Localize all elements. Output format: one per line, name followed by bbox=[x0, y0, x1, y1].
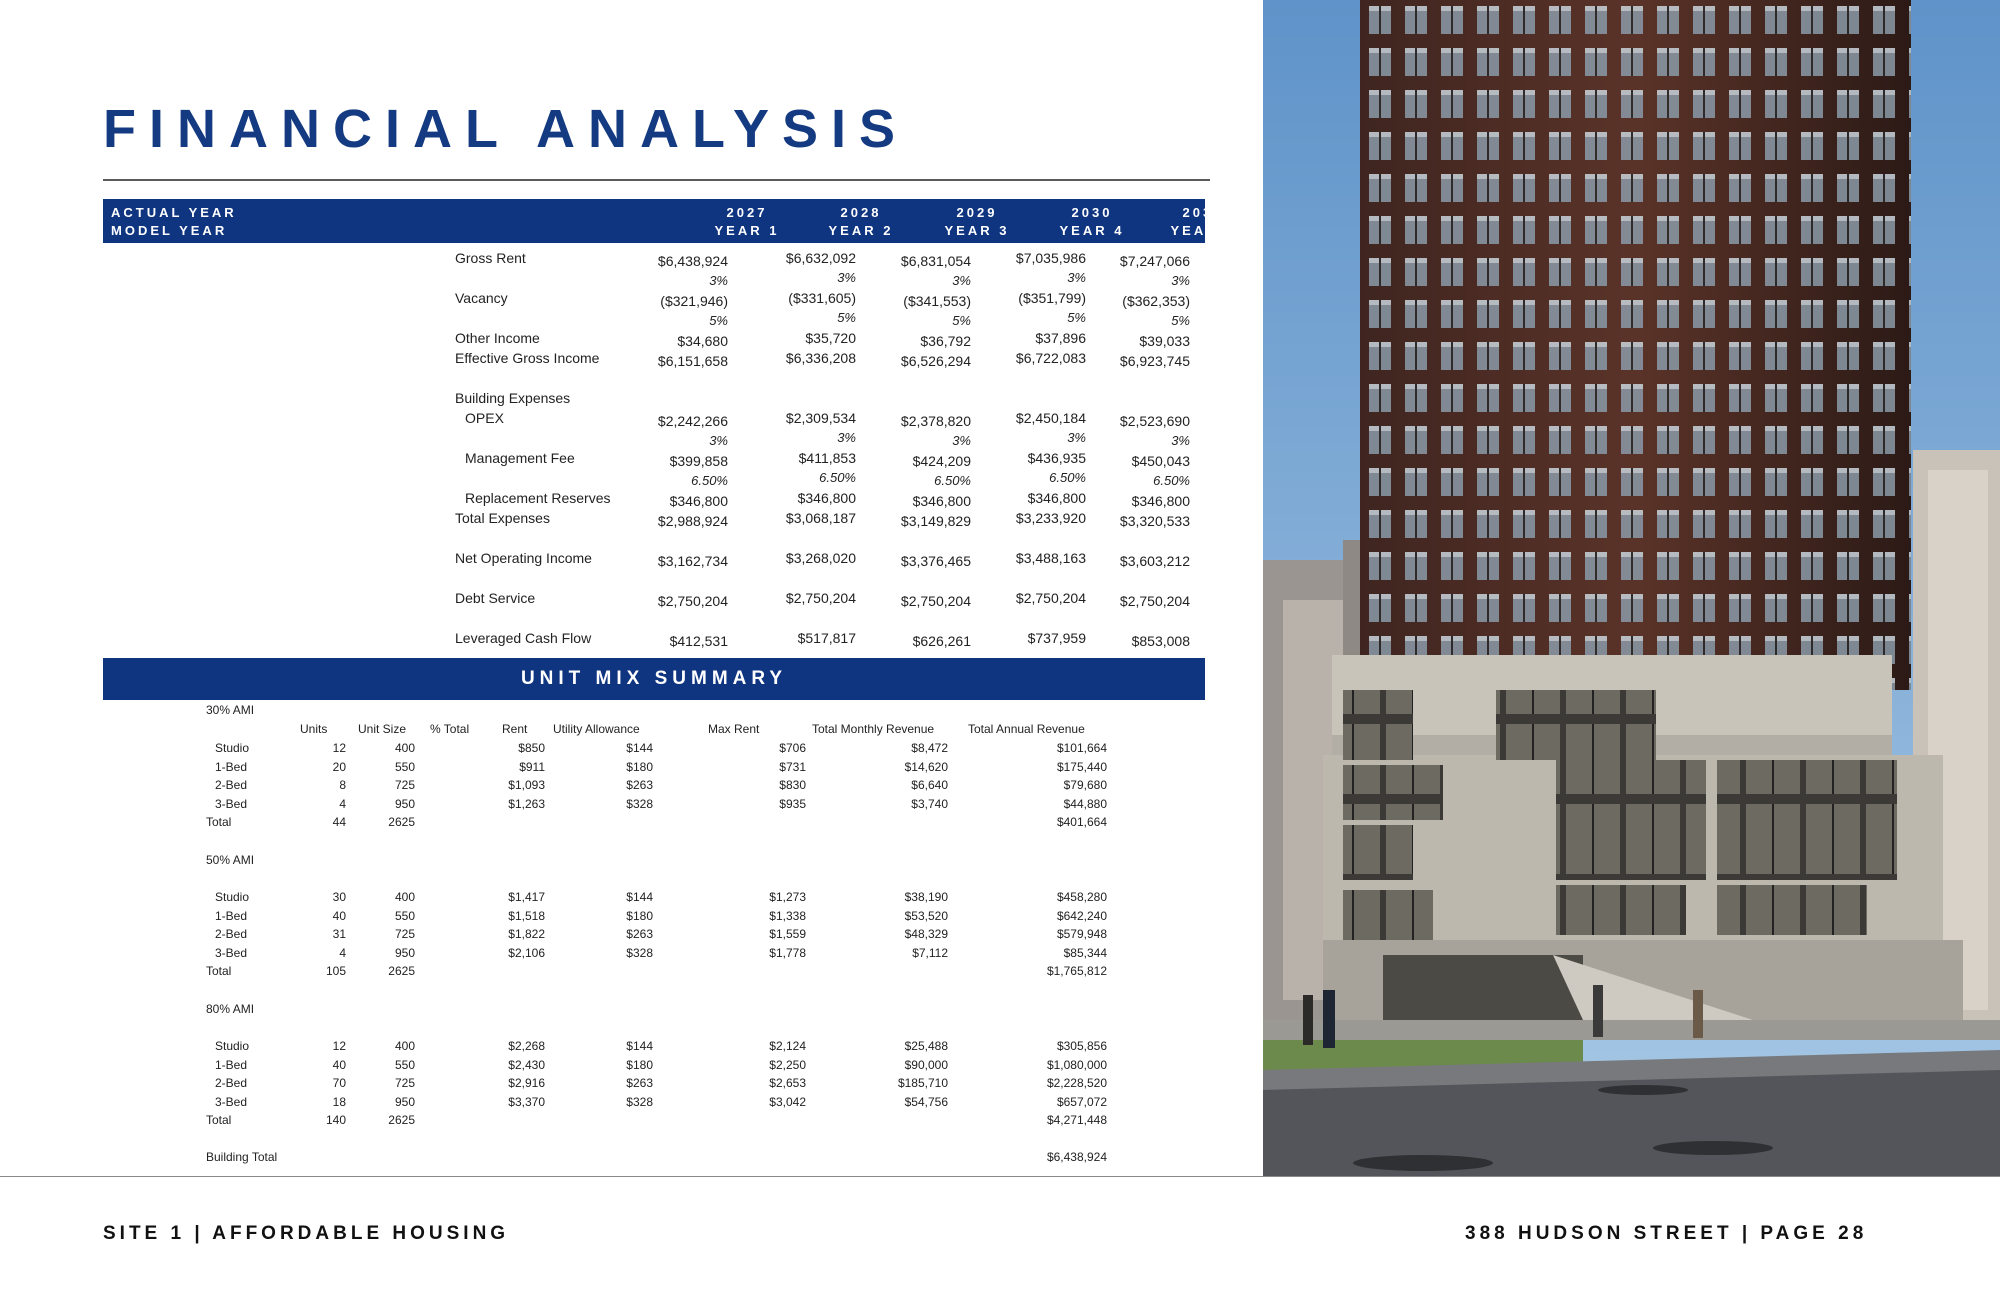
unit-type: 1-Bed bbox=[215, 759, 248, 774]
proforma-value: ($351,799) bbox=[1018, 290, 1086, 306]
unit-mix-cell: $25,488 bbox=[904, 1039, 948, 1053]
proforma-value: $2,750,204 bbox=[785, 590, 856, 606]
proforma-value: $6,722,083 bbox=[1015, 350, 1086, 366]
proforma-value: ($331,605) bbox=[788, 290, 856, 306]
unit-mix-column-header: Utility Allowance bbox=[553, 722, 640, 736]
proforma-row-label: Vacancy bbox=[455, 290, 508, 306]
unit-mix-cell: $48,329 bbox=[904, 927, 948, 941]
actual-year-label: ACTUAL YEAR bbox=[111, 205, 237, 220]
unit-type: Studio bbox=[215, 1039, 250, 1053]
building-rendering bbox=[1263, 0, 2000, 1176]
proforma-row-label: OPEX bbox=[465, 410, 504, 426]
proforma-value: ($321,946) bbox=[660, 293, 728, 309]
unit-type: 2-Bed bbox=[215, 927, 248, 941]
unit-mix-cell: $185,710 bbox=[897, 1076, 948, 1090]
proforma-value: $6,526,294 bbox=[900, 353, 971, 369]
unit-mix-cell: $263 bbox=[626, 1076, 653, 1090]
unit-mix-cell: 8 bbox=[339, 778, 346, 792]
unit-type: 2-Bed bbox=[215, 778, 248, 792]
proforma-row-label: Gross Rent bbox=[455, 250, 526, 266]
proforma-value: $626,261 bbox=[912, 633, 971, 649]
proforma-value: $6,632,092 bbox=[785, 250, 856, 266]
proforma-value: $2,750,204 bbox=[1119, 593, 1190, 609]
unit-mix-cell: 31 bbox=[332, 927, 346, 941]
proforma-value: $411,853 bbox=[798, 450, 856, 466]
unit-mix-cell: $2,653 bbox=[769, 1076, 806, 1090]
unit-mix-cell: 20 bbox=[332, 759, 346, 774]
proforma-row-label: Net Operating Income bbox=[455, 550, 592, 566]
unit-mix-column-header: Units bbox=[300, 722, 328, 736]
unit-type: 1-Bed bbox=[215, 908, 248, 923]
proforma-growth-rate: 5% bbox=[1067, 310, 1086, 325]
proforma-value: $3,603,212 bbox=[1119, 553, 1190, 569]
unit-mix-cell: 40 bbox=[332, 1057, 346, 1072]
proforma-row-label: Other Income bbox=[455, 330, 540, 346]
group-total-annual: $4,271,448 bbox=[1046, 1113, 1107, 1127]
model-year-value: YEAR 2 bbox=[828, 223, 894, 238]
unit-mix-cell: $2,124 bbox=[769, 1039, 806, 1053]
proforma-value: $2,242,266 bbox=[657, 413, 728, 429]
proforma-value: $346,800 bbox=[912, 493, 971, 509]
actual-year-value: 2029 bbox=[956, 205, 998, 220]
model-year-value: YEAR 4 bbox=[1059, 223, 1125, 238]
unit-mix-column-header: % Total bbox=[430, 722, 470, 736]
actual-year-value: 2028 bbox=[840, 205, 882, 220]
proforma-value: $3,268,020 bbox=[785, 550, 856, 566]
proforma-growth-rate: 6.50% bbox=[1153, 473, 1190, 488]
actual-year-value: 2031 bbox=[1182, 205, 1224, 220]
unit-mix-cell: 950 bbox=[394, 796, 415, 811]
proforma-value: $35,720 bbox=[805, 330, 856, 346]
unit-type: 3-Bed bbox=[215, 796, 248, 811]
proforma-growth-rate: 3% bbox=[952, 273, 971, 288]
group-total-annual: $1,765,812 bbox=[1046, 964, 1107, 978]
group-total-size: 2625 bbox=[388, 964, 415, 978]
unit-mix-cell: $1,778 bbox=[769, 945, 806, 960]
unit-type: 1-Bed bbox=[215, 1057, 248, 1072]
proforma-value: $737,959 bbox=[1027, 630, 1086, 646]
proforma-row-label: Leveraged Cash Flow bbox=[455, 630, 592, 646]
unit-mix-cell: $328 bbox=[626, 945, 653, 960]
proforma-row-label: Effective Gross Income bbox=[455, 350, 600, 366]
unit-mix-cell: 40 bbox=[332, 908, 346, 923]
page-title: FINANCIAL ANALYSIS bbox=[103, 99, 909, 159]
proforma-row-label: Management Fee bbox=[465, 450, 575, 466]
unit-mix-cell: $1,417 bbox=[508, 890, 545, 904]
unit-mix-cell: $2,106 bbox=[508, 945, 545, 960]
group-total-units: 140 bbox=[325, 1113, 346, 1127]
proforma-value: $37,896 bbox=[1035, 330, 1086, 346]
unit-type: 3-Bed bbox=[215, 1094, 248, 1109]
unit-mix-column-header: Total Monthly Revenue bbox=[812, 722, 935, 736]
unit-mix-cell: 950 bbox=[394, 945, 415, 960]
unit-type: 2-Bed bbox=[215, 1076, 248, 1090]
unit-mix-cell: $642,240 bbox=[1056, 908, 1107, 923]
unit-mix-cell: $2,228,520 bbox=[1046, 1076, 1107, 1090]
unit-mix-cell: $144 bbox=[626, 890, 653, 904]
unit-mix-cell: $53,520 bbox=[904, 908, 948, 923]
unit-mix-cell: $579,948 bbox=[1056, 927, 1107, 941]
group-total-label: Total bbox=[206, 1113, 232, 1127]
unit-mix-column-header: Max Rent bbox=[708, 722, 760, 736]
unit-mix-cell: $328 bbox=[626, 796, 653, 811]
footer-left: SITE 1 | AFFORDABLE HOUSING bbox=[103, 1223, 510, 1244]
building-total-value: $6,438,924 bbox=[1046, 1150, 1107, 1164]
unit-mix-column-header: Rent bbox=[502, 722, 528, 736]
unit-mix-cell: $305,856 bbox=[1056, 1039, 1107, 1053]
proforma-growth-rate: 6.50% bbox=[934, 473, 971, 488]
unit-type: Studio bbox=[215, 890, 250, 904]
proforma-value: $2,523,690 bbox=[1119, 413, 1190, 429]
unit-mix-cell: $85,344 bbox=[1063, 945, 1107, 960]
unit-mix-cell: $2,430 bbox=[508, 1057, 545, 1072]
proforma-value: $3,149,829 bbox=[900, 513, 971, 529]
proforma-growth-rate: 3% bbox=[709, 433, 728, 448]
proforma-value: ($341,553) bbox=[903, 293, 971, 309]
proforma-growth-rate: 3% bbox=[709, 273, 728, 288]
unit-mix-cell: $180 bbox=[626, 908, 653, 923]
group-total-annual: $401,664 bbox=[1056, 815, 1107, 829]
proforma-value: $2,750,204 bbox=[657, 593, 728, 609]
proforma-value: $346,800 bbox=[797, 490, 856, 506]
unit-mix-cell: $830 bbox=[779, 778, 806, 792]
group-total-label: Total bbox=[206, 964, 232, 978]
proforma-row-label: Debt Service bbox=[455, 590, 536, 606]
unit-mix-cell: $180 bbox=[626, 759, 653, 774]
proforma-growth-rate: 3% bbox=[1171, 433, 1190, 448]
unit-mix-cell: $1,263 bbox=[508, 796, 545, 811]
model-year-label: MODEL YEAR bbox=[111, 223, 228, 238]
proforma-value: $6,438,924 bbox=[657, 253, 728, 269]
ami-group-label: 50% AMI bbox=[206, 853, 255, 867]
unit-mix-cell: $14,620 bbox=[904, 759, 948, 774]
proforma-value: $346,800 bbox=[1131, 493, 1190, 509]
unit-mix-cell: 550 bbox=[394, 759, 415, 774]
unit-mix-cell: $3,740 bbox=[911, 796, 948, 811]
group-total-size: 2625 bbox=[388, 1113, 415, 1127]
proforma-growth-rate: 5% bbox=[709, 313, 728, 328]
unit-mix-cell: $175,440 bbox=[1056, 759, 1107, 774]
unit-mix-cell: $731 bbox=[779, 759, 806, 774]
proforma-value: $853,008 bbox=[1131, 633, 1190, 649]
proforma-value: $34,680 bbox=[677, 333, 728, 349]
proforma-value: $7,247,066 bbox=[1119, 253, 1190, 269]
model-year-value: YEAR 5 bbox=[1170, 223, 1236, 238]
footer-divider bbox=[0, 1176, 2000, 1177]
proforma-value: $450,043 bbox=[1131, 453, 1190, 469]
proforma-value: $39,033 bbox=[1139, 333, 1190, 349]
proforma-value: $6,923,745 bbox=[1119, 353, 1190, 369]
unit-mix-column-header: Total Annual Revenue bbox=[968, 722, 1085, 736]
unit-mix-cell: 30 bbox=[332, 890, 346, 904]
proforma-header-bar bbox=[103, 199, 1236, 243]
unit-mix-cell: 400 bbox=[394, 1039, 415, 1053]
unit-mix-cell: $1,518 bbox=[508, 908, 545, 923]
proforma-value: ($362,353) bbox=[1122, 293, 1190, 309]
unit-mix-column-header: Unit Size bbox=[358, 722, 407, 736]
unit-mix-cell: $911 bbox=[519, 759, 545, 774]
group-total-label: Total bbox=[206, 815, 232, 829]
unit-mix-cell: $144 bbox=[626, 1039, 653, 1053]
model-year-value: YEAR 1 bbox=[714, 223, 780, 238]
proforma-value: $3,233,920 bbox=[1015, 510, 1086, 526]
unit-mix-cell: $38,190 bbox=[904, 890, 948, 904]
proforma-growth-rate: 3% bbox=[1067, 430, 1086, 445]
unit-mix-cell: $1,338 bbox=[769, 908, 806, 923]
unit-mix-cell: $1,822 bbox=[508, 927, 545, 941]
proforma-growth-rate: 5% bbox=[952, 313, 971, 328]
proforma-value: $346,800 bbox=[1027, 490, 1086, 506]
proforma-growth-rate: 3% bbox=[1067, 270, 1086, 285]
unit-mix-cell: $935 bbox=[779, 796, 806, 811]
actual-year-value: 2027 bbox=[726, 205, 768, 220]
proforma-row-labels bbox=[111, 204, 237, 240]
proforma-growth-rate: 6.50% bbox=[819, 470, 856, 485]
proforma-value: $2,750,204 bbox=[1015, 590, 1086, 606]
year-column-header bbox=[1037, 204, 1147, 240]
unit-mix-cell: 400 bbox=[394, 741, 415, 755]
proforma-value: $346,800 bbox=[669, 493, 728, 509]
proforma-value: $424,209 bbox=[912, 453, 971, 469]
unit-mix-cell: $1,273 bbox=[769, 890, 806, 904]
unit-mix-title: UNIT MIX SUMMARY bbox=[103, 658, 1205, 700]
group-total-units: 44 bbox=[332, 815, 346, 829]
proforma-growth-rate: 3% bbox=[837, 270, 856, 285]
proforma-growth-rate: 3% bbox=[1171, 273, 1190, 288]
footer-right: 388 HUDSON STREET | PAGE 28 bbox=[1465, 1223, 1868, 1244]
proforma-value: $399,858 bbox=[669, 453, 728, 469]
unit-mix-cell: $263 bbox=[626, 778, 653, 792]
unit-mix-cell: $263 bbox=[626, 927, 653, 941]
unit-mix-cell: $2,916 bbox=[508, 1076, 545, 1090]
unit-mix-cell: $2,268 bbox=[508, 1039, 545, 1053]
unit-mix-cell: 18 bbox=[332, 1094, 346, 1109]
proforma-row-label: Building Expenses bbox=[455, 390, 571, 406]
proforma-value: $436,935 bbox=[1027, 450, 1086, 466]
unit-mix-cell: 4 bbox=[339, 945, 346, 960]
proforma-growth-rate: 3% bbox=[952, 433, 971, 448]
unit-type: Studio bbox=[215, 741, 250, 755]
year-column-header bbox=[806, 204, 916, 240]
ami-group-label: 30% AMI bbox=[206, 703, 255, 717]
unit-mix-cell: $1,080,000 bbox=[1046, 1057, 1107, 1072]
unit-mix-cell: 12 bbox=[332, 741, 346, 755]
proforma-value: $6,151,658 bbox=[657, 353, 728, 369]
unit-type: 3-Bed bbox=[215, 945, 248, 960]
unit-mix-cell: $458,280 bbox=[1056, 890, 1107, 904]
unit-mix-cell: $44,880 bbox=[1063, 796, 1107, 811]
group-total-units: 105 bbox=[325, 964, 346, 978]
unit-mix-cell: $6,640 bbox=[911, 778, 948, 792]
unit-mix-cell: 550 bbox=[394, 908, 415, 923]
unit-mix-cell: $850 bbox=[518, 741, 545, 755]
unit-mix-cell: $8,472 bbox=[911, 741, 948, 755]
proforma-row-label: Total Expenses bbox=[455, 510, 550, 526]
proforma-value: $3,162,734 bbox=[657, 553, 728, 569]
unit-mix-cell: 725 bbox=[394, 778, 415, 792]
unit-mix-cell: 12 bbox=[332, 1039, 346, 1053]
proforma-value: $2,309,534 bbox=[785, 410, 856, 426]
unit-mix-cell: $54,756 bbox=[904, 1094, 948, 1109]
unit-mix-cell: $3,370 bbox=[508, 1094, 545, 1109]
unit-mix-cell: 725 bbox=[394, 1076, 415, 1090]
ami-group-label: 80% AMI bbox=[206, 1002, 255, 1016]
unit-mix-cell: $79,680 bbox=[1063, 778, 1107, 792]
proforma-value: $6,336,208 bbox=[785, 350, 856, 366]
proforma-growth-rate: 6.50% bbox=[691, 473, 728, 488]
proforma-growth-rate: 5% bbox=[1171, 313, 1190, 328]
proforma-value: $2,378,820 bbox=[900, 413, 971, 429]
proforma-growth-rate: 5% bbox=[837, 310, 856, 325]
title-divider bbox=[103, 179, 1210, 181]
unit-mix-cell: 4 bbox=[339, 796, 346, 811]
unit-mix-cell: 70 bbox=[332, 1076, 346, 1090]
model-year-value: YEAR 3 bbox=[944, 223, 1010, 238]
unit-mix-cell: $1,093 bbox=[508, 778, 545, 792]
proforma-value: $3,068,187 bbox=[785, 510, 856, 526]
unit-mix-cell: 400 bbox=[394, 890, 415, 904]
unit-mix-cell: $90,000 bbox=[904, 1057, 948, 1072]
proforma-row-label: Replacement Reserves bbox=[465, 490, 611, 506]
unit-mix-cell: 725 bbox=[394, 927, 415, 941]
proforma-growth-rate: 3% bbox=[837, 430, 856, 445]
proforma-growth-rate: 6.50% bbox=[1049, 470, 1086, 485]
unit-mix-cell: $180 bbox=[626, 1057, 653, 1072]
unit-mix-cell: $2,250 bbox=[769, 1057, 806, 1072]
proforma-value: $3,376,465 bbox=[900, 553, 971, 569]
unit-mix-cell: 950 bbox=[394, 1094, 415, 1109]
unit-mix-cell: $328 bbox=[626, 1094, 653, 1109]
year-column-header bbox=[922, 204, 1032, 240]
unit-mix-cell: $3,042 bbox=[769, 1094, 806, 1109]
proforma-value: $6,831,054 bbox=[900, 253, 971, 269]
unit-mix-cell: 550 bbox=[394, 1057, 415, 1072]
unit-mix-cell: $144 bbox=[626, 741, 653, 755]
proforma-value: $36,792 bbox=[920, 333, 971, 349]
year-column-header bbox=[692, 204, 802, 240]
proforma-value: $2,450,184 bbox=[1015, 410, 1086, 426]
proforma-value: $2,988,924 bbox=[657, 513, 728, 529]
proforma-value: $7,035,986 bbox=[1015, 250, 1086, 266]
proforma-value: $2,750,204 bbox=[900, 593, 971, 609]
proforma-value: $3,320,533 bbox=[1119, 513, 1190, 529]
unit-mix-cell: $7,112 bbox=[912, 945, 948, 960]
unit-mix-cell: $706 bbox=[779, 741, 806, 755]
unit-mix-cell: $1,559 bbox=[769, 927, 806, 941]
building-total-label: Building Total bbox=[206, 1150, 278, 1164]
proforma-value: $412,531 bbox=[669, 633, 728, 649]
actual-year-value: 2030 bbox=[1071, 205, 1113, 220]
proforma-value: $517,817 bbox=[797, 630, 856, 646]
year-column-header bbox=[1148, 204, 1258, 240]
unit-mix-cell: $657,072 bbox=[1056, 1094, 1107, 1109]
group-total-size: 2625 bbox=[388, 815, 415, 829]
unit-mix-cell: $101,664 bbox=[1056, 741, 1107, 755]
proforma-value: $3,488,163 bbox=[1015, 550, 1086, 566]
